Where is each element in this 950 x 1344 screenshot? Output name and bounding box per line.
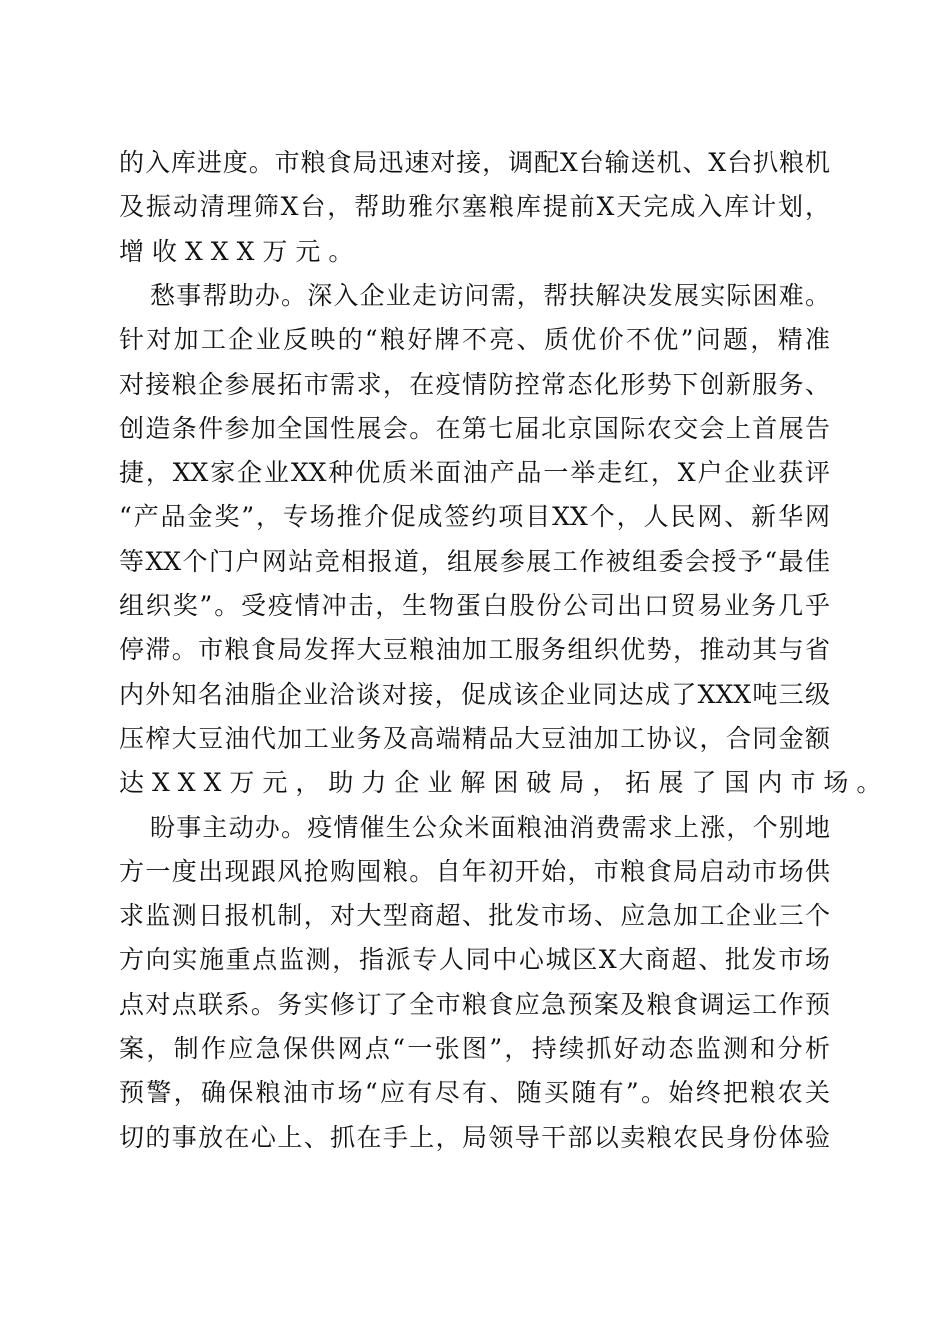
paragraph-line: 创造条件参加全国性展会。在第七届北京国际农交会上首展告 — [119, 413, 830, 443]
paragraph-line: “产品金奖”，专场推介促成签约项目XX个，人民网、新华网 — [119, 502, 830, 532]
paragraph-line: 切的事放在心上、抓在手上，局领导干部以卖粮农民身份体验 — [119, 1122, 830, 1152]
paragraph-line: 盼事主动办。疫情催生公众米面粮油消费需求上涨，个别地 — [150, 812, 830, 842]
paragraph-line: 停滞。市粮食局发挥大豆粮油加工服务组织优势，推动其与省 — [119, 635, 830, 665]
paragraph-line: 点对点联系。务实修订了全市粮食应急预案及粮食调运工作预 — [119, 989, 830, 1019]
paragraph-line: 组织奖”。受疫情冲击，生物蛋白股份公司出口贸易业务几乎 — [119, 591, 830, 620]
paragraph-line: 的入库进度。市粮食局迅速对接，调配X台输送机、X台扒粮机 — [119, 148, 830, 177]
paragraph-line: 针对加工企业反映的“粮好牌不亮、质优价不优”问题，精准 — [119, 325, 830, 355]
paragraph-line: 达XXX万元，助力企业解困破局，拓展了国内市场。 — [119, 768, 890, 798]
paragraph-line: 方一度出现跟风抢购囤粮。自年初开始，市粮食局启动市场供 — [119, 856, 830, 886]
paragraph-line: 方向实施重点监测，指派专人同中心城区X大商超、批发市场 — [119, 945, 830, 975]
paragraph-line: 增收XXX万元。 — [119, 236, 362, 266]
paragraph-line: 等XX个门户网站竞相报道，组展参展工作被组委会授予“最佳 — [119, 546, 830, 576]
paragraph-line: 对接粮企参展拓市需求，在疫情防控常态化形势下创新服务、 — [119, 369, 830, 399]
paragraph-line: 案，制作应急保供网点“一张图”，持续抓好动态监测和分析 — [119, 1034, 830, 1063]
paragraph-line: 愁事帮助办。深入企业走访问需，帮扶解决发展实际困难。 — [150, 280, 830, 310]
paragraph-line: 压榨大豆油代加工业务及高端精品大豆油加工协议，合同金额 — [119, 723, 830, 753]
paragraph-line: 预警，确保粮油市场“应有尽有、随买随有”。始终把粮农关 — [119, 1078, 830, 1108]
paragraph-line: 求监测日报机制，对大型商超、批发市场、应急加工企业三个 — [119, 901, 830, 931]
paragraph-line: 及振动清理筛X台，帮助雅尔塞粮库提前X天完成入库计划， — [119, 192, 830, 222]
paragraph-line: 捷，XX家企业XX种优质米面油产品一举走红，X户企业获评 — [119, 458, 830, 488]
paragraph-line: 内外知名油脂企业洽谈对接，促成该企业同达成了XXX吨三级 — [119, 679, 830, 709]
